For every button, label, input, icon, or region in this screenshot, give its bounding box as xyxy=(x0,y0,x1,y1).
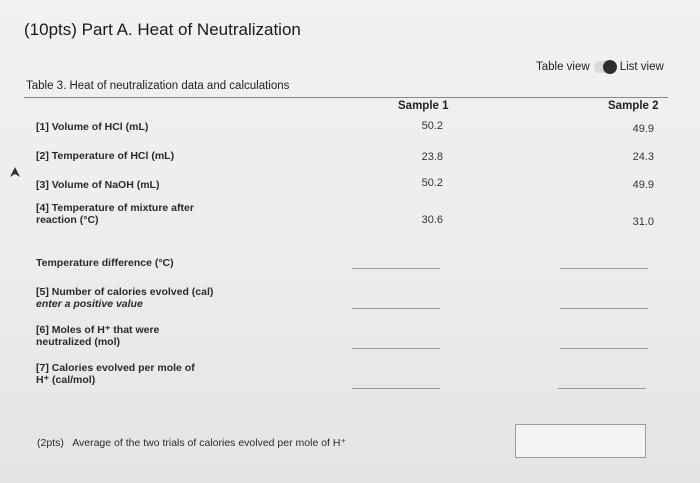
row-label-temperature-hcl: [2] Temperature of HCl (mL) xyxy=(36,150,175,162)
row-label-line: H⁺ (cal/mol) xyxy=(36,374,96,386)
row-label-hint: enter a positive value xyxy=(36,298,143,310)
view-toggle[interactable] xyxy=(536,61,664,73)
row-label-line: reaction (°C) xyxy=(36,214,99,226)
row-label-line: neutralized (mol) xyxy=(36,336,121,348)
cell-temperature-mixture-sample-2: 31.0 xyxy=(632,216,654,228)
row-label-line: Temperature difference (°C) xyxy=(36,257,174,269)
row-label-volume-naoh: [3] Volume of NaOH (mL) xyxy=(36,179,160,191)
toggle-knob-icon xyxy=(603,60,617,74)
answer-calories-per-mole-sample-2[interactable] xyxy=(558,372,646,389)
page-title: (10pts) Part A. Heat of Neutralization xyxy=(24,20,301,39)
cell-volume-naoh-sample-1: 50.2 xyxy=(421,177,443,189)
list-view-label[interactable]: List view xyxy=(619,61,664,73)
row-label-temperature-mixture xyxy=(36,202,266,226)
cell-temperature-hcl-sample-1: 23.8 xyxy=(421,151,443,163)
row-label-line: [5] Number of calories evolved (cal) xyxy=(36,286,214,298)
row-label-calories-evolved xyxy=(36,286,266,310)
view-toggle-switch[interactable] xyxy=(594,61,616,73)
row-label-moles-h-neutralized xyxy=(36,324,266,348)
table-divider xyxy=(24,97,668,98)
cell-volume-hcl-sample-2: 49.9 xyxy=(632,123,654,135)
answer-moles-h-sample-2[interactable] xyxy=(560,332,648,349)
mouse-cursor-icon xyxy=(8,166,22,180)
column-header-sample-1: Sample 1 xyxy=(398,100,449,112)
answer-calories-per-mole-sample-1[interactable] xyxy=(352,372,440,389)
answer-temperature-difference-sample-2[interactable] xyxy=(560,252,648,269)
row-label-temperature-difference xyxy=(36,257,266,269)
answer-moles-h-sample-1[interactable] xyxy=(352,332,440,349)
row-label-line: [6] Moles of H⁺ that were xyxy=(36,324,160,336)
table-caption: Table 3. Heat of neutralization data and calculations xyxy=(26,80,290,92)
average-question-text: Average of the two trials of calories evolved per mole of H⁺ xyxy=(72,437,347,449)
cell-temperature-mixture-sample-1: 30.6 xyxy=(421,214,443,226)
average-question-label xyxy=(37,437,346,449)
points-label: (2pts) xyxy=(37,437,64,449)
cell-temperature-hcl-sample-2: 24.3 xyxy=(632,151,654,163)
cell-volume-naoh-sample-2: 49.9 xyxy=(632,179,654,191)
row-label-calories-per-mole xyxy=(36,362,266,386)
row-label-line: [4] Temperature of mixture after xyxy=(36,202,194,214)
answer-temperature-difference-sample-1[interactable] xyxy=(352,252,440,269)
cell-volume-hcl-sample-1: 50.2 xyxy=(421,120,443,132)
answer-calories-evolved-sample-1[interactable] xyxy=(352,292,440,309)
row-label-volume-hcl: [1] Volume of HCl (mL) xyxy=(36,121,149,133)
average-answer-input[interactable] xyxy=(515,424,646,458)
column-header-sample-2: Sample 2 xyxy=(608,100,659,112)
answer-calories-evolved-sample-2[interactable] xyxy=(560,292,648,309)
table-view-label[interactable]: Table view xyxy=(536,61,590,73)
row-label-line: [7] Calories evolved per mole of xyxy=(36,362,195,374)
